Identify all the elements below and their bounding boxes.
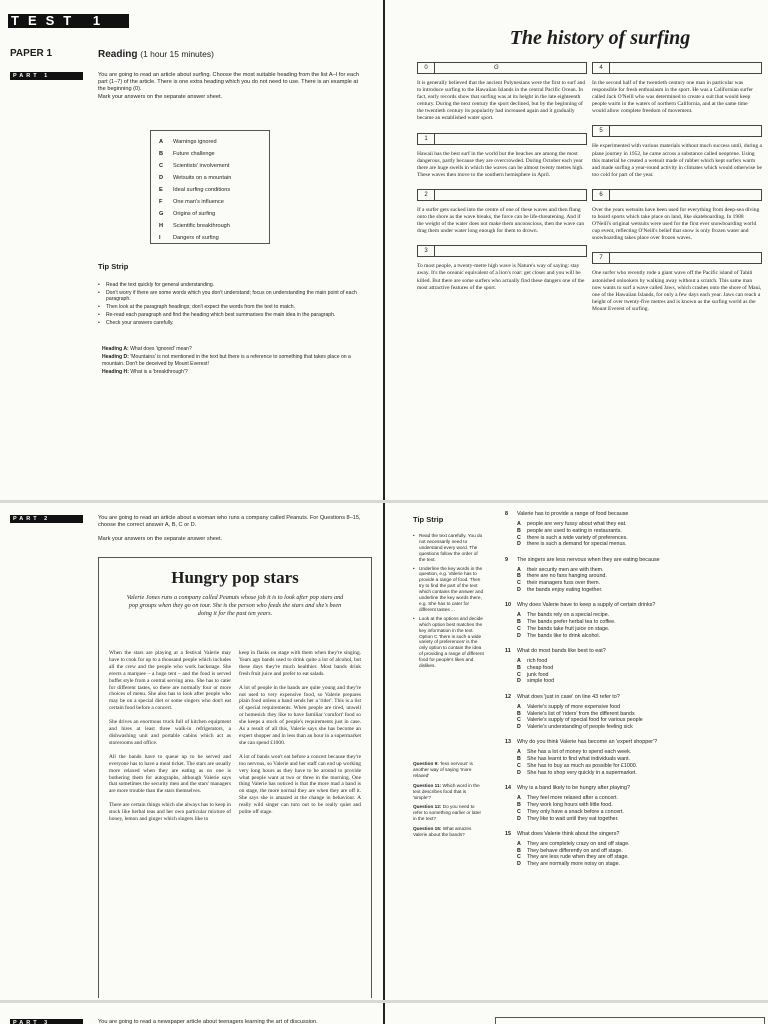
heading-letter: D (159, 175, 164, 181)
heading-text: Scientists' involvement (173, 163, 230, 169)
answer-box-number: 2 (418, 190, 435, 200)
answer-box (592, 62, 762, 74)
heading-hints (102, 346, 364, 378)
option-text: The bands take fruit juice on stage. (527, 625, 610, 632)
option-text: They work long hours with little food. (527, 801, 613, 808)
option-letter: D (517, 815, 521, 822)
tip-item (413, 533, 485, 563)
question-text: Valerie has to provide a range of food because (517, 511, 629, 517)
heading-text: Wetsuits on a mountain (173, 175, 232, 181)
article-paragraph: She drives an enormous truck full of kitchen equipment and hires at least three walk-in refrigerators, a dishwashing unit and portable cabins which act as storerooms and office. (109, 719, 231, 746)
article-paragraph: A lot of people in the bands are quite young and they're not used to very expensive food, so Valerie prepares plain food unless a band sends her a 'rider'. This is a list of special requirements. When people are tired, unwell or homesick they like to have familiar 'comfort' food so she keeps a stock of people's requirements just in case. As a result of all this, Valerie says she has become an expert shopper and in less than an hour in a supermarket she can spend £1000. (239, 684, 361, 746)
option-item (505, 633, 760, 640)
option-item (505, 749, 760, 756)
tip-strip-title: Tip Strip (98, 262, 129, 271)
surf-section (417, 62, 587, 123)
surf-paragraph: Over the years wetsuits have been used for everything from deep-sea diving to board sports which take place on land, like skateboarding. In 1988 O'Neill's original wetsuits were used for the first ever snowboarding world cup event, reflecting O'Neill's belief that snow is only frozen water and snowboarding takes place over frozen waves. (592, 206, 760, 242)
tip-text: Check your answers carefully. (106, 320, 174, 327)
part3-banner: PART 3 (10, 1019, 83, 1024)
question-number: 9 (505, 556, 508, 563)
option-text: cheap food (527, 664, 554, 671)
option-text: They behave differently on and off stage. (527, 847, 623, 854)
heading-text: Warnings ignored (173, 139, 217, 145)
hungry-column-left (109, 650, 231, 830)
option-text: simple food (527, 678, 555, 685)
tip-item (98, 282, 366, 288)
option-item (505, 770, 760, 777)
option-letter: A (517, 703, 521, 710)
option-item (505, 724, 760, 731)
heading-item (159, 184, 267, 196)
heading-text: Origins of surfing (173, 211, 216, 217)
tip-item (98, 320, 366, 326)
question-tip-key: Question 12: (413, 804, 442, 810)
bullet-icon: • (98, 289, 100, 296)
option-letter: A (517, 840, 521, 847)
option-letter: A (517, 521, 521, 527)
page-6-box (495, 1017, 765, 1024)
question-stem (505, 831, 760, 838)
option-letter: A (517, 612, 521, 619)
option-text: Valerie's supply of special food for various people (527, 717, 643, 724)
option-letter: C (517, 854, 521, 861)
option-item (505, 756, 760, 763)
option-text: The bands like to drink alcohol. (527, 632, 601, 639)
bullet-icon: • (413, 565, 415, 571)
question-tip-key: Question 9: (413, 761, 439, 766)
option-letter: B (517, 527, 521, 534)
bullet-icon: • (413, 533, 415, 538)
option-letter: C (517, 534, 521, 541)
option-item (505, 567, 760, 574)
page-1 (0, 0, 383, 500)
question-tip (413, 826, 485, 838)
bullet-icon: • (98, 320, 100, 327)
bullet-icon: • (98, 282, 100, 288)
option-item (505, 861, 760, 868)
option-item (505, 816, 760, 823)
option-letter: C (517, 717, 521, 724)
option-letter: A (517, 749, 521, 756)
option-text: rich food (527, 658, 548, 665)
heading-letter: A (159, 139, 164, 145)
option-letter: A (517, 566, 521, 573)
question-number: 12 (505, 693, 511, 700)
tip-text: Underline the key words in the question, e.g. Valerie has to provide a range of food. Then try to find the part of the text which contains the answer and underline the key words there, e.g. She has to cater for different tastes ... (419, 565, 484, 612)
option-letter: B (517, 801, 521, 808)
hint-key: Heading A: (102, 346, 129, 352)
section-duration: (1 hour 15 minutes) (140, 49, 214, 59)
option-text: The bands rely on a special recipe. (527, 612, 610, 619)
tip-item (98, 290, 366, 303)
option-text: their managers fuss over them. (527, 580, 601, 587)
option-letter: C (517, 808, 521, 815)
question-stem (505, 511, 760, 518)
option-item (505, 841, 760, 848)
question-item (505, 648, 760, 685)
article-paragraph: All the bands have to queue up to be served and everyone has to have a meal ticket. The stars are usually more relaxed when they are eating as no one is bothering them for autographs, although Valerie says that sometimes the security men and the stars' managers are more trouble than the stars themselves. (109, 753, 231, 795)
tip-strip-2-title: Tip Strip (413, 515, 444, 524)
option-letter: B (517, 847, 521, 854)
bullet-icon: • (98, 304, 100, 311)
question-tip-key: Question 11: (413, 782, 442, 788)
answer-box-number: 4 (593, 63, 610, 73)
part-banner: PART 1 (10, 72, 83, 80)
hint-text: What is a 'breakthrough'? (130, 369, 188, 376)
option-letter: B (517, 619, 521, 626)
option-item (505, 573, 760, 580)
option-item (505, 678, 760, 685)
hint-key: Heading D: (102, 354, 129, 361)
question-tips (413, 761, 485, 842)
heading-item (159, 208, 267, 220)
part1-instructions: You are going to read an article about surfing. Choose the most suitable heading from the list A–I for each part (1–7) of the article. There is one extra heading which you do not need to use. There is an example at the beginning (0). (98, 72, 359, 92)
answer-box (592, 125, 762, 137)
hint-text: What does 'ignored' mean? (130, 346, 192, 352)
question-number: 10 (505, 602, 511, 609)
option-text: people are used to eating in restaurants. (527, 527, 622, 534)
option-letter: C (517, 671, 521, 678)
surf-paragraph: If a surfer gets sucked into the centre of one of these waves and then flung onto the shore as the wave breaks, the force can be life-threatening. And if the weight of the water does not make them unconscious, then the wave can drag them under water long enough for them to drown. (417, 206, 585, 235)
question-number: 14 (505, 785, 511, 792)
question-stem (505, 739, 760, 746)
article-paragraph: When the stars are playing at a festival Valerie may have to cook for up to a thousand people which includes all the crew and the people who work backstage. She erects a marquee – a huge tent – and the food is served buffet style from a central serving area. She has to cater for different tastes, so there are normally four or more choices of menu. She also has to look after people who may be on a special diet or some singers who don't eat certain food before a concert. (109, 650, 231, 712)
heading-item (159, 172, 267, 184)
surf-column-right (592, 62, 762, 323)
question-number: 11 (505, 648, 511, 655)
option-text: She has to buy as much as possible for £1000. (527, 763, 638, 770)
spine-divider (383, 0, 385, 1024)
question-text: Why is a band likely to be hungry after playing? (517, 785, 630, 792)
part3-instructions: You are going to read a newspaper article about teenagers learning the art of discussion. (98, 1019, 318, 1024)
option-letter: B (517, 710, 521, 717)
heading-letter: F (159, 199, 163, 205)
heading-item (159, 148, 267, 160)
heading-item (159, 220, 267, 232)
hint-item (102, 354, 364, 367)
option-item (505, 658, 760, 665)
surf-section (592, 252, 762, 313)
question-list (505, 511, 760, 877)
question-text: What does Valerie think about the singers? (517, 830, 620, 837)
option-item (505, 717, 760, 724)
question-stem (505, 785, 760, 792)
option-letter: B (517, 573, 521, 580)
headings-items (159, 136, 267, 244)
tip-text: Then look at the paragraph headings; don't expect the words from the text to match. (106, 304, 295, 311)
question-tip-text: 'less nervous' is another way of saying 'more relaxed' (413, 761, 473, 778)
tip-text: Look at the options and decide which option best matches the key information in the text. Option C 'there is such a wide variety of preferences' is the only option to contain the idea of providing a range of different food for people's likes and dislikes. (419, 615, 484, 669)
option-item (505, 521, 760, 528)
heading-letter: E (159, 187, 163, 193)
answer-box (417, 62, 587, 74)
question-stem (505, 557, 760, 564)
surf-column-left (417, 62, 587, 302)
hint-key: Heading H: (102, 369, 129, 376)
option-text: They only have a snack before a concert. (527, 808, 624, 815)
page-gap-2 (0, 1000, 768, 1003)
heading-letter: H (159, 223, 164, 229)
question-tip (413, 804, 485, 822)
option-text: the bands enjoy eating together. (527, 587, 603, 594)
option-text: their security men are with them. (527, 566, 604, 573)
option-letter: D (517, 861, 521, 868)
answer-box (417, 245, 587, 257)
question-text: What does 'just in case' on line 43 refer to? (517, 693, 620, 700)
heading-letter: B (159, 151, 164, 157)
option-text: They are completely crazy on and off stage. (527, 840, 630, 847)
tip-item (413, 616, 485, 669)
heading-item (159, 160, 267, 172)
option-item (505, 711, 760, 718)
question-item (505, 511, 760, 548)
option-text: She has learnt to find what individuals want. (527, 756, 631, 763)
answer-box-number: 7 (593, 253, 610, 263)
answer-box (417, 189, 587, 201)
tip-strip-list (98, 282, 366, 328)
question-stem (505, 694, 760, 701)
hungry-column-right (239, 650, 361, 823)
section-title (98, 48, 214, 61)
option-text: They like to wait until they eat together. (527, 815, 619, 822)
option-item (505, 854, 760, 861)
option-item (505, 848, 760, 855)
hint-text: 'Mountains' is not mentioned in the text but there is a reference to something that takes place on a mountain. Don't be deceived by Mount Everest! (102, 354, 351, 367)
headings-list (150, 130, 270, 244)
option-text: Valerie's list of 'riders' from the different bands (527, 710, 635, 717)
surf-section (417, 133, 587, 179)
question-item (505, 785, 760, 822)
part1-answer-note: Mark your answers on the separate answer sheet. (98, 94, 223, 100)
option-letter: C (517, 625, 521, 632)
option-letter: D (517, 769, 521, 776)
option-item (505, 626, 760, 633)
surf-section (592, 189, 762, 242)
option-letter: B (517, 756, 521, 763)
option-text: there is such a wide variety of preferences. (527, 534, 628, 541)
option-letter: D (517, 632, 521, 639)
question-text: Why does Valerie have to keep a supply of certain drinks? (517, 602, 656, 609)
question-text: The singers are less nervous when they are eating because (517, 556, 660, 563)
tip-text: Don't worry if there are some words which you don't understand; focus on understanding the main point of each paragraph. (106, 289, 357, 303)
test-banner: TEST 1 (8, 14, 129, 28)
answer-box-number: 6 (593, 190, 610, 200)
question-number: 13 (505, 739, 511, 746)
surf-section (592, 125, 762, 178)
page-2 (385, 0, 768, 500)
paper-label: PAPER 1 (10, 48, 53, 59)
heading-letter: G (159, 211, 164, 217)
question-tip (413, 761, 485, 779)
article-paragraph: keep in flasks on stage with them when they're singing. Years ago bands used to drink quite a lot of alcohol, but these days they're much healthier. Most bands drink fresh fruit juice and prefer to eat salads. (239, 650, 361, 677)
option-letter: A (517, 658, 521, 665)
tip-text: Read the text carefully. You do not necessarily need to understand every word. The questions follow the order of the text. (419, 533, 483, 562)
hungry-title: Hungry pop stars (171, 568, 299, 587)
tip-text: Re-read each paragraph and find the heading which best summarises the main idea in the paragraph. (106, 312, 336, 319)
answer-box-number: 0 (418, 63, 435, 73)
page-gap-1 (0, 500, 768, 503)
bullet-icon: • (98, 312, 100, 319)
question-item (505, 694, 760, 731)
part2-instructions: You are going to read an article about a woman who runs a company called Peanuts. For Questions 8–15, choose the correct answer A, B, C or D. (98, 515, 361, 528)
answer-box (592, 252, 762, 264)
option-item (505, 612, 760, 619)
article-box (98, 557, 372, 998)
tip-item (98, 304, 366, 310)
surf-paragraph: It is generally believed that the ancient Polynesians were the first to surf and to introduce surfing to the Hawaiian Islands in the central Pacific Ocean. In fact, early records show that surfing was at its height in the late eighteenth century. During the next century the sport declined, but by the beginning of the twentieth century its popularity had increased again and it gradually became an established water sport. (417, 80, 586, 122)
option-letter: D (517, 724, 521, 731)
option-text: people are very fussy about what they eat. (527, 521, 627, 527)
tip-text: Read the text quickly for general understanding. (106, 282, 215, 288)
question-number: 15 (505, 830, 511, 837)
heading-text: Future challenge (173, 151, 215, 157)
question-tip-text: Which word in the text describes food that is 'simple'? (413, 782, 480, 800)
question-tip-text: What amazes Valerie about the bands? (413, 826, 472, 838)
option-item (505, 802, 760, 809)
answer-box-number: 1 (418, 134, 435, 144)
part2-banner: PART 2 (10, 515, 83, 523)
option-item (505, 619, 760, 626)
option-text: Valerie's understanding of people feeling sick (527, 724, 633, 731)
answer-box-number: 3 (418, 246, 435, 256)
surf-paragraph: He experimented with various materials without much success until, during a plane journey in 1952, he came across a substance called neoprene. Using this material he created a wetsuit made of rubber which kept surfers warm and made surfing a year-round activity in climates which would otherwise be too cold for part of the year. (592, 143, 763, 178)
option-text: there are no fans hanging around. (527, 573, 607, 580)
question-item (505, 831, 760, 868)
answer-box (417, 133, 587, 145)
hint-item (102, 369, 364, 375)
heading-text: Scientific breakthrough (173, 223, 230, 229)
option-item (505, 795, 760, 802)
heading-item (159, 232, 267, 244)
question-item (505, 739, 760, 776)
option-letter: A (517, 795, 521, 802)
option-letter: D (517, 587, 521, 594)
option-text: She has a lot of money to spend each week. (527, 749, 632, 756)
answer-box-heading: G (494, 65, 499, 71)
option-letter: C (517, 580, 521, 587)
option-item (505, 528, 760, 535)
question-item (505, 557, 760, 594)
option-text: Valerie's supply of more expensive food (527, 703, 621, 710)
option-item (505, 763, 760, 770)
page-3 (0, 503, 383, 1000)
option-item (505, 704, 760, 711)
surf-paragraph: Hawaii has the best surf in the world but the beaches are among the most dangerous, partly because they are overcrowded. During October each year there are huge swells in which the waves can be almost twenty metres high. These waves then move to the southern hemisphere in April. (417, 150, 584, 178)
article-paragraph: There are certain things which she always has to keep in stock like herbal teas and her own particular mixture of honey, lemon and ginger which singers like to (109, 802, 231, 823)
heading-item (159, 196, 267, 208)
page-4 (385, 503, 768, 1000)
article-title: The history of surfing (509, 27, 691, 49)
option-item (505, 587, 760, 594)
option-item (505, 535, 760, 542)
option-item (505, 580, 760, 587)
option-item (505, 665, 760, 672)
surf-paragraph: In the second half of the twentieth century one man in particular was responsible for fresh enthusiasm in the sport. He was a Californian surfer called Jack O'Neill who was determined to create a suit that would keep people warm in the waters of northern California, and at the same time would allow complete freedom of movement. (592, 80, 753, 115)
question-stem (505, 648, 760, 655)
heading-item (159, 136, 267, 148)
option-text: They are less rude when they are off stage. (527, 854, 629, 861)
question-item (505, 602, 760, 639)
article-paragraph: A lot of bands won't eat before a concert because they're too nervous, so Valerie and her staff can end up working very long hours as they have to be around to provide what people want at two or three in the morning. One thing Valerie has noticed is that the more mad a band is on stage, the more normal they are when they are off it. She says she is amazed at the change in behaviour. A really wild singer can turn out to be really quiet and polite off stage. (239, 753, 361, 816)
option-item (505, 672, 760, 679)
question-tip-text: Do you need to refer to something earlier or later in the text? (413, 804, 481, 822)
tip-item (413, 566, 485, 613)
option-text: They feel more relaxed after a concert. (527, 795, 618, 802)
hint-item (102, 346, 364, 352)
answer-box-number: 5 (593, 126, 610, 136)
question-text: What do most bands like best to eat? (517, 648, 606, 655)
surf-section (417, 189, 587, 235)
option-letter: D (517, 541, 521, 548)
option-text: junk food (527, 671, 549, 678)
section-name: Reading (98, 49, 138, 60)
surf-paragraph: To most people, a twenty-metre high wave is Nature's way of saying: stay away. It's the oceanic equivalent of a lion's roar: get closer and you will be killed. But there are some surfers who actually find these dangers one of the most attractive features of the sport. (417, 263, 585, 291)
surf-section (417, 245, 587, 291)
tip-item (98, 312, 366, 318)
option-text: there is such a demand for special menus. (527, 541, 627, 548)
option-letter: C (517, 763, 521, 770)
page-5 (0, 1003, 383, 1024)
surf-paragraph: One surfer who recently rode a giant wave off the Pacific island of Tahiti astonished onlookers by walking away without a scratch. This same man now wants to surf a wave called Jaws, which crashes onto the shore of Maui, one of the Hawaiian Islands, for only a few days each year. Jaws can reach a height of over twenty-five metres and is known as the surfing world as the Mount Everest of surfing. (592, 270, 762, 312)
bullet-icon: • (413, 615, 415, 621)
question-number: 8 (505, 511, 508, 517)
page-6 (385, 1003, 768, 1024)
heading-text: Dangers of surfing (173, 235, 219, 241)
heading-letter: I (159, 235, 161, 241)
option-letter: D (517, 678, 521, 685)
answer-box (592, 189, 762, 201)
question-stem (505, 602, 760, 609)
option-text: They are normally more noisy on stage. (527, 861, 621, 868)
option-item (505, 541, 760, 548)
option-text: She has to shop very quickly in a supermarket. (527, 769, 637, 776)
question-tip (413, 783, 485, 801)
heading-text: Ideal surfing conditions (173, 187, 231, 193)
option-letter: B (517, 664, 521, 671)
hungry-intro: Valerie Jones runs a company called Peanuts whose job it is to look after pop stars and pop groups when they go on tour. She is the person who feeds the stars and she's been doing it for the past ten years. (126, 594, 344, 617)
option-text: The bands prefer herbal tea to coffee. (527, 619, 616, 626)
question-text: Why do you think Valerie has become an 'expert shopper'? (517, 739, 658, 746)
question-tip-key: Question 15: (413, 826, 442, 832)
heading-letter: C (159, 163, 164, 169)
heading-text: One man's influence (173, 199, 224, 205)
option-item (505, 809, 760, 816)
surf-section (592, 62, 762, 115)
part2-answer-note: Mark your answers on the separate answer sheet. (98, 536, 223, 542)
tip-strip-2-list (413, 533, 485, 672)
